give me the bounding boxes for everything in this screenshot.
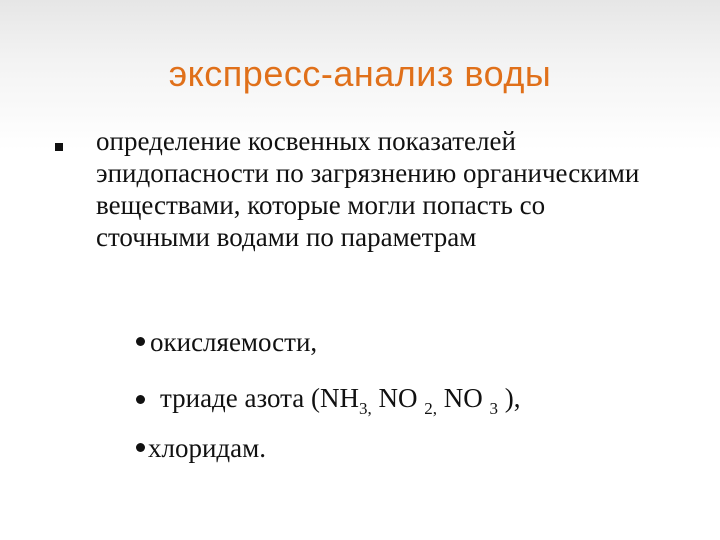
subscript-no3: 3 [489,399,499,418]
sub-bullet-text-nitrogen-triad [160,382,521,418]
nitrogen-triad-suffix: ), [498,383,521,413]
square-bullet-icon [55,143,63,151]
main-bullet-text: определение косвенных показателей эпидопасности по загрязнению органическими веществами, которые могли попасть со сточными водами по параметрам [96,126,640,252]
sub-bullet-text-chlorides: хлоридам. [148,433,266,463]
sub-bullet-text-oxidizability: окисляемости, [150,327,318,357]
slide-title: экспресс-анализ воды [168,53,552,94]
nitrogen-triad-no2-label: NO [371,383,425,413]
comma: , [367,399,372,418]
round-bullet-icon [136,443,145,452]
comma: , [432,399,438,418]
nitrogen-triad-prefix: триаде азота (NH [160,383,360,413]
round-bullet-icon [136,395,145,404]
round-bullet-icon [136,337,145,346]
subscript-no2: 2 [424,399,433,418]
nitrogen-triad-no3-label: NO [437,383,490,413]
subscript-nh3: 3 [359,399,368,418]
